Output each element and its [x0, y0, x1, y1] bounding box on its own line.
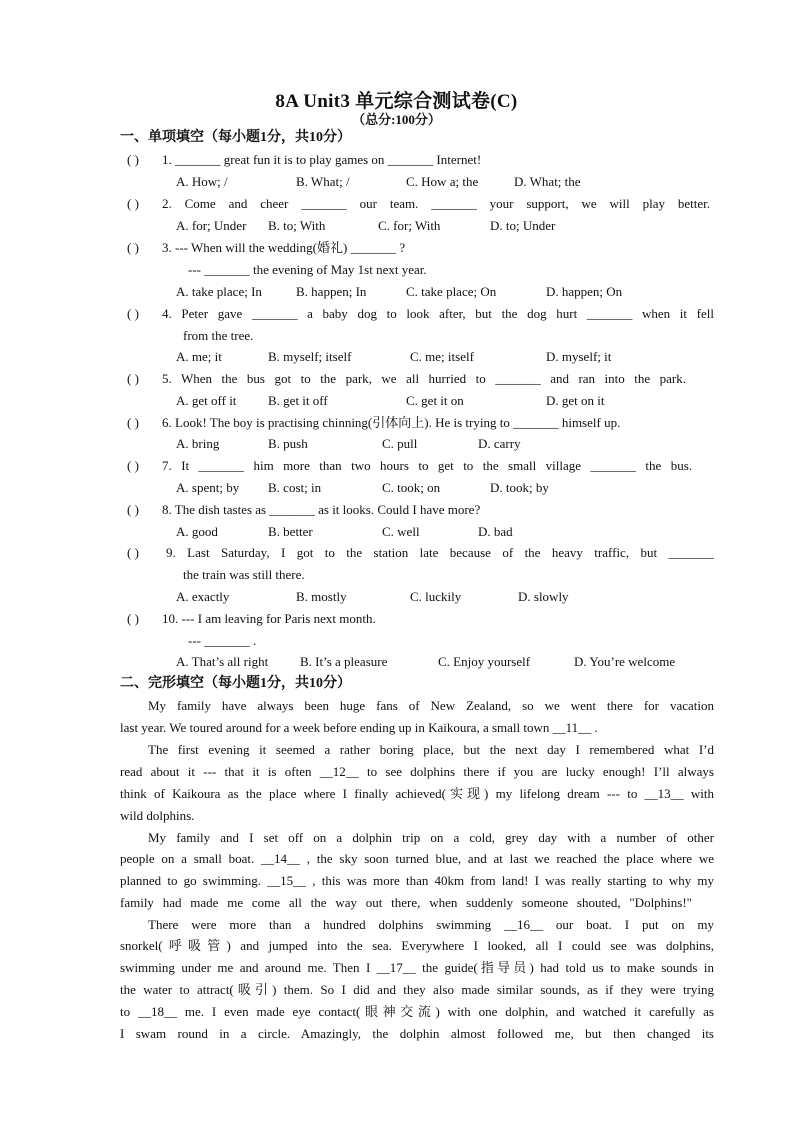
option-b[interactable]: B. myself; itself — [268, 349, 352, 364]
question-stem: --- I am leaving for Paris next month. — [181, 611, 376, 626]
passage-line: I swam round in a circle. Amazingly, the dolphin almost followed me, but then changed its — [120, 1026, 714, 1041]
question-stem-cont: from the tree. — [183, 328, 254, 343]
question-number: 4. — [162, 306, 172, 321]
question-stem-cont: the train was still there. — [183, 567, 305, 582]
passage-line: to __18__ me. I even made eye contact(眼神交流) with one dolphin, and watched it carefully as — [120, 1004, 714, 1019]
passage-line: think of Kaikoura as the place where I finally achieved(实现) my lifelong dream --- to __13__ with — [120, 786, 714, 801]
passage-line: The first evening it seemed a rather boring place, but the next day I remembered what I’d — [148, 742, 714, 757]
option-a[interactable]: A. That’s all right — [176, 654, 269, 669]
answer-blank[interactable]: ( ) — [127, 611, 139, 626]
passage-line: people on a small boat. __14__ , the sky soon turned blue, and at last we reached the place where we — [120, 851, 714, 866]
question-number: 10. — [162, 611, 179, 626]
option-c[interactable]: C. get it on — [406, 393, 464, 408]
question-number: 7. — [162, 458, 172, 473]
question-stem: _______ great fun it is to play games on _______ Internet! — [175, 152, 482, 167]
option-b[interactable]: B. push — [268, 436, 308, 451]
passage-line: the water to attract(吸引) them. So I did and they also made similar sounds, as if they were trying — [120, 982, 714, 997]
answer-blank[interactable]: ( ) — [127, 545, 139, 560]
question-number: 9. — [166, 545, 176, 560]
passage-line: My family have always been huge fans of New Zealand, so we went there for vacation — [148, 698, 714, 713]
option-d[interactable]: D. carry — [478, 436, 521, 451]
option-d[interactable]: D. bad — [478, 524, 513, 539]
answer-blank[interactable]: ( ) — [127, 240, 139, 255]
option-d[interactable]: D. get on it — [546, 393, 605, 408]
question-stem: The dish tastes as _______ as it looks. Could I have more? — [174, 502, 481, 517]
option-d[interactable]: D. to; Under — [490, 218, 556, 233]
option-b[interactable]: B. better — [268, 524, 313, 539]
option-a[interactable]: A. good — [176, 524, 218, 539]
question-number: 5. — [162, 371, 172, 386]
page-subtitle: （总分:100分） — [352, 112, 441, 127]
option-a[interactable]: A. spent; by — [176, 480, 240, 495]
option-c[interactable]: C. me; itself — [410, 349, 474, 364]
option-b[interactable]: B. happen; In — [296, 284, 367, 299]
question-stem: Look! The boy is practising chinning(引体向上). He is trying to _______ himself up. — [175, 415, 621, 430]
answer-blank[interactable]: ( ) — [127, 196, 139, 211]
passage-line: wild dolphins. — [120, 808, 195, 823]
option-c[interactable]: C. luckily — [410, 589, 462, 604]
passage-line: read about it --- that it is often __12__ to see dolphins there if you are lucky enough! I’ll always — [120, 764, 714, 779]
option-d[interactable]: D. myself; it — [546, 349, 612, 364]
option-b[interactable]: B. It’s a pleasure — [300, 654, 388, 669]
question-stem: It _______ him more than two hours to get to the small village _______ the bus. — [181, 458, 692, 473]
section2-heading: 二、完形填空（每小题1分，共10分） — [120, 676, 351, 691]
answer-blank[interactable]: ( ) — [127, 306, 139, 321]
question-stem: --- When will the wedding(婚礼) _______ ? — [175, 240, 406, 255]
answer-blank[interactable]: ( ) — [127, 371, 139, 386]
question-stem: When the bus got to the park, we all hurried to _______ and ran into the park. — [181, 371, 686, 386]
option-c[interactable]: C. Enjoy yourself — [438, 654, 531, 669]
answer-blank[interactable]: ( ) — [127, 152, 139, 167]
option-d[interactable]: D. What; the — [514, 174, 581, 189]
passage-line: last year. We toured around for a week before ending up in Kaikoura, a small town __11__ . — [120, 720, 598, 735]
option-c[interactable]: C. pull — [382, 436, 418, 451]
option-d[interactable]: D. took; by — [490, 480, 549, 495]
question-number: 8. — [162, 502, 172, 517]
option-c[interactable]: C. How a; the — [406, 174, 479, 189]
page-title: 8A Unit3 单元综合测试卷(C) — [275, 91, 518, 112]
passage-line: swimming under me and around me. Then I __17__ the guide(指导员) had told us to make sounds in — [120, 960, 714, 975]
passage-line: planned to go swimming. __15__ , this was more than 40km from land! I was really starting to why my — [120, 873, 714, 888]
question-stem: Come and cheer _______ our team. _______ your support, we will play better. — [184, 196, 711, 211]
question-number: 3. — [162, 240, 172, 255]
answer-blank[interactable]: ( ) — [127, 458, 139, 473]
question-number: 6. — [162, 415, 172, 430]
option-a[interactable]: A. exactly — [176, 589, 230, 604]
option-d[interactable]: D. slowly — [518, 589, 569, 604]
option-a[interactable]: A. take place; In — [176, 284, 262, 299]
option-a[interactable]: A. bring — [176, 436, 220, 451]
section1-heading: 一、单项填空（每小题1分，共10分） — [120, 130, 351, 145]
option-a[interactable]: A. me; it — [176, 349, 222, 364]
question-number: 1. — [162, 152, 172, 167]
passage-line: There were more than a hundred dolphins swimming __16__ our boat. I put on my — [148, 917, 714, 932]
option-c[interactable]: C. for; With — [378, 218, 441, 233]
question-stem-cont: --- _______ . — [188, 633, 257, 648]
option-b[interactable]: B. get it off — [268, 393, 328, 408]
option-d[interactable]: D. happen; On — [546, 284, 623, 299]
option-b[interactable]: B. to; With — [268, 218, 326, 233]
option-d[interactable]: D. You’re welcome — [574, 654, 676, 669]
question-stem-cont: --- _______ the evening of May 1st next year. — [188, 262, 427, 277]
option-b[interactable]: B. mostly — [296, 589, 347, 604]
answer-blank[interactable]: ( ) — [127, 415, 139, 430]
option-a[interactable]: A. for; Under — [176, 218, 247, 233]
passage-line: family had made me come all the way out there, when suddenly someone shouted, "Dolphins!" — [120, 895, 692, 910]
question-stem: Last Saturday, I got to the station late because of the heavy traffic, but _______ — [187, 545, 715, 560]
option-c[interactable]: C. take place; On — [406, 284, 497, 299]
option-b[interactable]: B. cost; in — [268, 480, 322, 495]
question-number: 2. — [162, 196, 172, 211]
passage-line: My family and I set off on a dolphin trip on a cold, grey day with a number of other — [148, 830, 714, 845]
answer-blank[interactable]: ( ) — [127, 502, 139, 517]
option-a[interactable]: A. get off it — [176, 393, 237, 408]
passage-line: snorkel(呼吸管) and jumped into the sea. Everywhere I looked, all I could see was dolphins, — [120, 938, 714, 953]
option-b[interactable]: B. What; / — [296, 174, 350, 189]
option-c[interactable]: C. took; on — [382, 480, 441, 495]
option-a[interactable]: A. How; / — [176, 174, 228, 189]
option-c[interactable]: C. well — [382, 524, 420, 539]
question-stem: Peter gave _______ a baby dog to look after, but the dog hurt _______ when it fell — [181, 306, 714, 321]
